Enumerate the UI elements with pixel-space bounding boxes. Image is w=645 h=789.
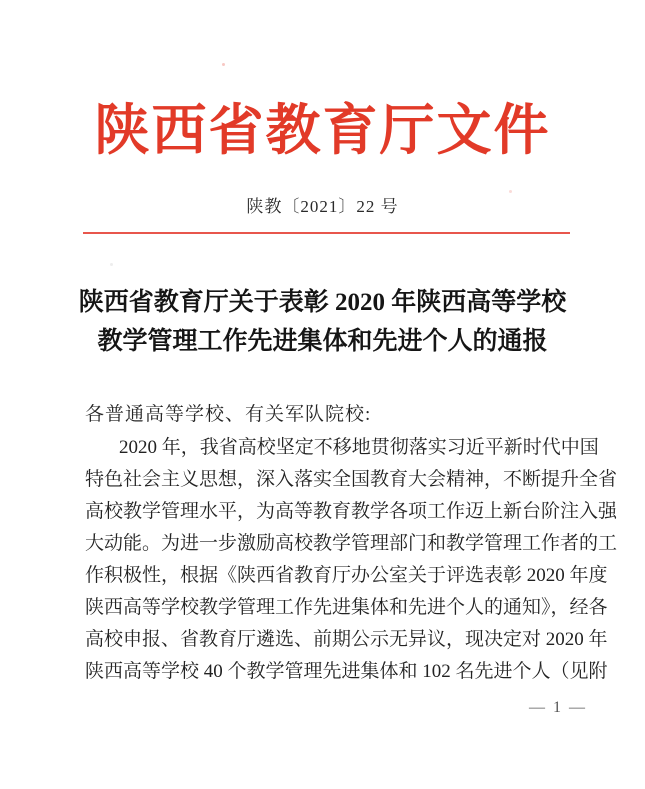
scan-speckle xyxy=(222,63,225,66)
document-title-line2: 教学管理工作先进集体和先进个人的通报 xyxy=(97,328,548,355)
body-line: 陕西高等学校 40 个教学管理先进集体和 102 名先进个人（见附 xyxy=(85,661,608,682)
body-line: 高校申报、省教育厅遴选、前期公示无异议，现决定对 2020 年 xyxy=(85,629,608,650)
body-line: 2020 年，我省高校坚定不移地贯彻落实习近平新时代中国 xyxy=(119,437,599,458)
document-title xyxy=(30,283,615,361)
document-title-line1: 陕西省教育厅关于表彰 2020 年陕西高等学校 xyxy=(78,289,567,316)
body-line: 作积极性，根据《陕西省教育厅办公室关于评选表彰 2020 年度 xyxy=(85,565,608,586)
salutation-line: 各普通高等学校、有关军队院校: xyxy=(85,404,372,425)
document-reference-number: 陕教〔2021〕22 号 xyxy=(246,197,399,216)
page-number: — 1 — xyxy=(529,699,587,716)
scan-speckle xyxy=(110,263,113,266)
body-line: 大动能。为进一步激励高校教学管理部门和教学管理工作者的工 xyxy=(85,533,618,554)
red-divider-line xyxy=(83,232,570,234)
body-line: 特色社会主义思想，深入落实全国教育大会精神，不断提升全省 xyxy=(85,469,618,490)
body-line: 高校教学管理水平，为高等教育教学各项工作迈上新台阶注入强 xyxy=(85,501,618,522)
body-line: 陕西高等学校教学管理工作先进集体和先进个人的通知》，经各 xyxy=(85,597,608,618)
agency-masthead-title: 陕西省教育厅文件 xyxy=(94,100,551,161)
body-paragraph xyxy=(85,432,618,688)
